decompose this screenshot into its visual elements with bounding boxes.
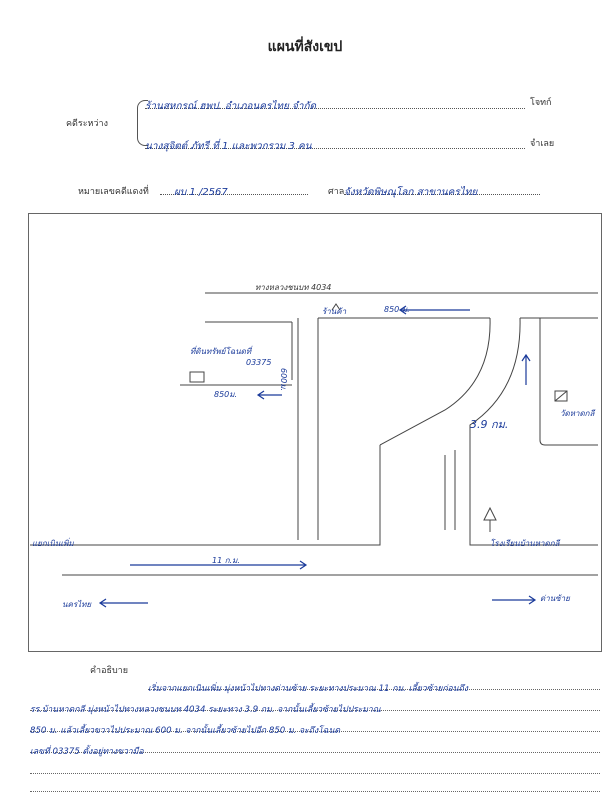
description-line [30, 718, 600, 736]
shop-label: ร้านค้า [322, 307, 347, 316]
description-text-4: เลขที่ 03375 ตั้งอยู่ทางขวามือ [30, 747, 144, 757]
arrow-up [522, 355, 530, 385]
description-label: คำอธิบาย [90, 666, 129, 676]
land-label: ที่ดินทรัพย์โฉนดที่ [190, 347, 252, 356]
dist-39: 3.9 กม. [470, 418, 509, 431]
dist-11km: 11 ก.ม. [212, 556, 240, 565]
defendant-label: จำเลย [530, 139, 555, 149]
dist-600: 600ม. [279, 368, 288, 392]
description-text-3: 850 ม. แล้วเลี้ยวขวาไปประมาณ 600 ม. จากนั้นเลี้ยวซ้ายไปอีก 850 ม. จะถึงโฉนด [30, 726, 341, 736]
highway-label: ทางหลวงชนบท 4034 [255, 283, 332, 292]
temple-label: วัดหาดกลี [560, 409, 595, 418]
school-symbol [484, 508, 496, 520]
description-line [30, 760, 600, 774]
dansai-label: ด่านซ้าย [540, 594, 570, 603]
land-plot [190, 372, 204, 382]
description-text-1: เริ่มจากแยกเนินเพิ่ม มุ่งหน้าไปทางด่านซ้าย ระยะทางประมาณ 11 กม. เลี้ยวซ้ายก่อนถึง [148, 684, 468, 694]
main-road-top-edge [30, 445, 380, 545]
description-text-2: รร.บ้านหาดกลี มุ่งหน้าไปทางหลวงชนบท 4034 ระยะทาง 3.9 กม. จากนั้นเลี้ยวซ้ายไปประมาณ [30, 705, 381, 715]
court-value: จังหวัดพิษณุโลก สาขานครไทย [344, 187, 478, 198]
land-number: 03375 [246, 358, 272, 367]
court-label: ศาล [328, 187, 345, 197]
dist-850-left: 850ม. [214, 390, 238, 399]
nakhonthai-label: นครไทย [62, 600, 92, 609]
defendant-value: นางสุจิตต์ ภัทรี ที่ 1 และพวกรวม 3 คน [145, 141, 312, 152]
between-label: คดีระหว่าง [66, 119, 108, 129]
arrow-850-top [400, 306, 470, 314]
plaintiff-value: ร้านสหกรณ์ ฮพป. อำเภอนครไทย จำกัด [145, 101, 317, 112]
arrow-850-left [258, 391, 282, 399]
junction-label: แยกเนินเพิ่ม [32, 539, 74, 548]
school-label: โรงเรียนบ้านหาดกลี [490, 539, 560, 548]
case-value: ผบ 1 /2567 [174, 187, 228, 198]
case-label: หมายเลขคดีแดงที่ [78, 187, 149, 197]
dist-850-top: 850 ม. [384, 305, 410, 314]
description-line [30, 781, 600, 792]
page-title: แผนที่สังเขป [267, 39, 343, 55]
description-line [148, 676, 600, 694]
plaintiff-label: โจทก์ [530, 98, 552, 108]
description-line [30, 739, 600, 757]
arrow-dansai [492, 596, 535, 604]
description-line [30, 697, 600, 715]
arrow-nakhonthai [100, 599, 148, 607]
